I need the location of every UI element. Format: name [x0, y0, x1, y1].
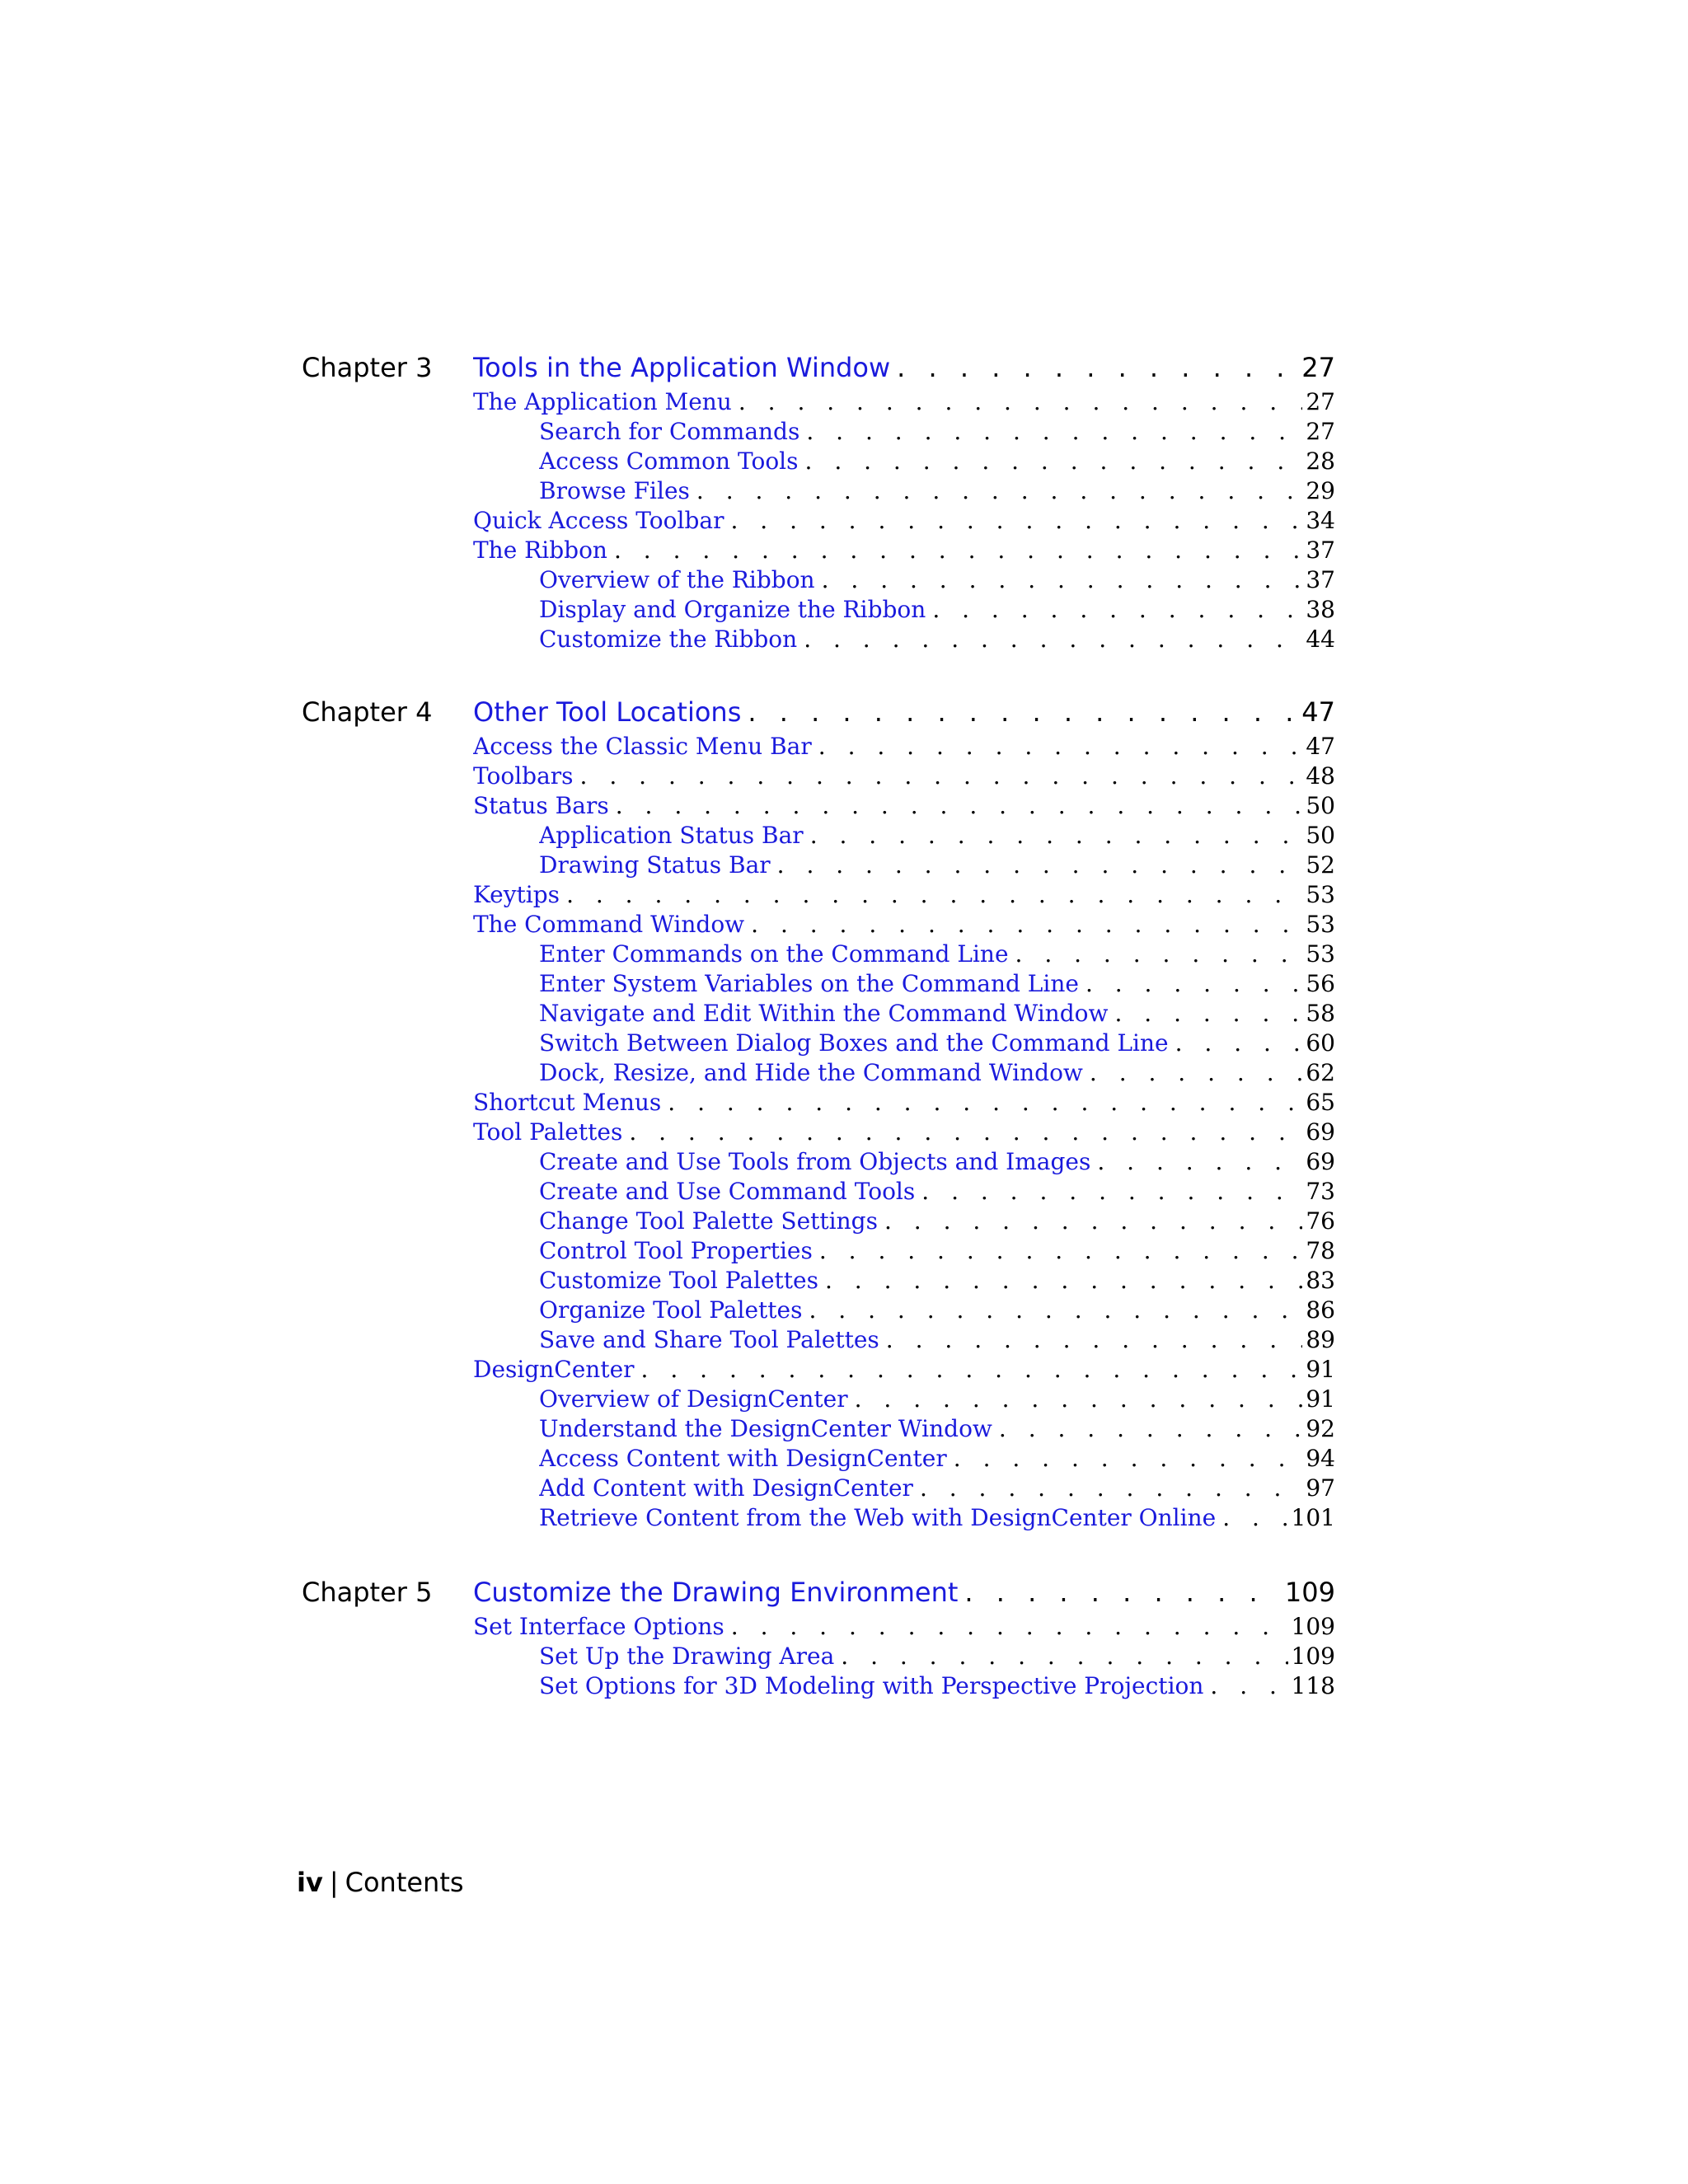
dot-leader — [813, 1236, 1303, 1266]
dot-leader — [661, 1088, 1302, 1118]
entry-page-number: 53 — [1306, 940, 1335, 968]
entry-title: Set Options for 3D Modeling with Perspective Projection — [539, 1672, 1204, 1699]
dot-leader — [744, 910, 1302, 940]
entry-title: Add Content with DesignCenter — [539, 1474, 913, 1502]
entry-title: Keytips — [473, 881, 560, 908]
entry-title: Organize Tool Palettes — [539, 1296, 803, 1324]
chapter-label: Chapter 5 — [302, 1577, 433, 1608]
toc-subsection-link[interactable] — [539, 476, 1335, 506]
entry-page-number: 91 — [1306, 1356, 1335, 1383]
toc-subsection-link[interactable] — [539, 1414, 1335, 1444]
chapter-page-number: 109 — [1284, 1577, 1335, 1608]
dot-leader — [812, 732, 1303, 762]
entry-page-number: 89 — [1306, 1326, 1335, 1353]
chapter-title: Customize the Drawing Environment — [473, 1577, 959, 1608]
toc-section-link[interactable] — [473, 1088, 1335, 1118]
dot-leader — [724, 1612, 1288, 1642]
dot-leader — [771, 851, 1303, 880]
toc-section-link[interactable] — [473, 880, 1335, 910]
dot-leader — [915, 1177, 1302, 1207]
toc-subsection-link[interactable] — [539, 999, 1335, 1029]
entry-title: Create and Use Command Tools — [539, 1178, 916, 1205]
dot-leader — [1079, 969, 1302, 999]
entry-title: The Command Window — [473, 911, 745, 938]
toc-subsection-link[interactable] — [539, 1266, 1335, 1296]
entry-page-number: 47 — [1306, 733, 1335, 760]
chapter-page-number: 47 — [1301, 696, 1335, 728]
entry-page-number: 37 — [1306, 537, 1335, 564]
chapter-heading-link[interactable] — [473, 694, 1335, 730]
chapter-page-number: 27 — [1301, 352, 1335, 383]
page-folio: iv — [297, 1867, 323, 1898]
dot-leader — [815, 565, 1303, 595]
entry-title: Search for Commands — [539, 418, 800, 445]
toc-section-link[interactable] — [473, 762, 1335, 791]
entry-title: Drawing Status Bar — [539, 851, 771, 879]
toc-subsection-link[interactable] — [539, 595, 1335, 625]
entry-title: The Ribbon — [473, 537, 607, 564]
entry-title: Display and Organize the Ribbon — [539, 596, 926, 623]
entry-page-number: 69 — [1306, 1118, 1335, 1146]
entry-page-number: 53 — [1306, 911, 1335, 938]
dot-leader — [1083, 1058, 1302, 1088]
dot-leader — [560, 880, 1302, 910]
entry-page-number: 50 — [1306, 822, 1335, 849]
toc-subsection-link[interactable] — [539, 1207, 1335, 1236]
dot-leader — [1090, 1147, 1302, 1177]
dot-leader — [1216, 1503, 1287, 1533]
entry-title: Set Interface Options — [473, 1613, 724, 1640]
entry-page-number: 50 — [1306, 792, 1335, 819]
toc-subsection-link[interactable] — [539, 447, 1335, 476]
dot-leader — [574, 762, 1303, 791]
toc-section-link[interactable] — [473, 387, 1335, 417]
entry-title: Overview of DesignCenter — [539, 1385, 848, 1413]
dot-leader — [732, 387, 1303, 417]
entry-page-number: 52 — [1306, 851, 1335, 879]
entry-title: Enter System Variables on the Command Line — [539, 970, 1079, 997]
entry-title: Navigate and Edit Within the Command Window — [539, 1000, 1109, 1027]
dot-leader — [890, 349, 1298, 386]
toc-subsection-link[interactable] — [539, 821, 1335, 851]
entry-page-number: 29 — [1306, 477, 1335, 504]
entry-title: Quick Access Toolbar — [473, 507, 724, 534]
entry-page-number: 109 — [1291, 1613, 1335, 1640]
toc-subsection-link[interactable] — [539, 1236, 1335, 1266]
chapter-label: Chapter 4 — [302, 696, 433, 728]
entry-page-number: 97 — [1306, 1474, 1335, 1502]
toc-subsection-link[interactable] — [539, 940, 1335, 969]
dot-leader — [802, 1296, 1302, 1325]
dot-leader — [879, 1325, 1303, 1355]
entry-title: Tool Palettes — [473, 1118, 623, 1146]
entry-page-number: 69 — [1306, 1148, 1335, 1175]
entry-title: Set Up the Drawing Area — [539, 1643, 835, 1670]
entry-page-number: 101 — [1291, 1504, 1335, 1531]
entry-title: Retrieve Content from the Web with DesignCenter Online — [539, 1504, 1217, 1531]
toc-section-link[interactable] — [473, 1355, 1335, 1385]
entry-title: Application Status Bar — [539, 822, 804, 849]
dot-leader — [1169, 1029, 1303, 1058]
dot-leader — [834, 1642, 1287, 1671]
dot-leader — [848, 1385, 1303, 1414]
entry-title: Overview of the Ribbon — [539, 566, 815, 593]
dot-leader — [913, 1474, 1302, 1503]
entry-title: Enter Commands on the Command Line — [539, 940, 1009, 968]
toc-subsection-link[interactable] — [539, 417, 1335, 447]
dot-leader — [926, 595, 1302, 625]
footer-section: Contents — [345, 1867, 464, 1898]
entry-page-number: 27 — [1306, 418, 1335, 445]
toc-subsection-link[interactable] — [539, 565, 1335, 595]
entry-page-number: 118 — [1291, 1672, 1335, 1699]
toc-subsection-link[interactable] — [539, 1029, 1335, 1058]
entry-title: Browse Files — [539, 477, 690, 504]
toc-subsection-link[interactable] — [539, 1147, 1335, 1177]
entry-page-number: 109 — [1291, 1643, 1335, 1670]
dot-leader — [797, 625, 1302, 654]
dot-leader — [958, 1574, 1282, 1610]
entry-title: Control Tool Properties — [539, 1237, 813, 1264]
entry-page-number: 86 — [1306, 1296, 1335, 1324]
entry-page-number: 73 — [1306, 1178, 1335, 1205]
dot-leader — [741, 694, 1298, 730]
dot-leader — [609, 791, 1303, 821]
entry-title: Toolbars — [473, 762, 574, 790]
entry-title: The Application Menu — [473, 388, 732, 415]
entry-page-number: 91 — [1306, 1385, 1335, 1413]
entry-page-number: 28 — [1306, 448, 1335, 475]
entry-page-number: 44 — [1306, 626, 1335, 653]
toc-subsection-link[interactable] — [539, 1444, 1335, 1474]
chapter-heading-link[interactable] — [473, 1574, 1335, 1610]
toc-subsection-link[interactable] — [539, 1325, 1335, 1355]
footer-separator: | — [329, 1867, 339, 1898]
chapter-heading-link[interactable] — [473, 349, 1335, 386]
entry-title: DesignCenter — [473, 1356, 635, 1383]
entry-page-number: 37 — [1306, 566, 1335, 593]
page-footer — [297, 1864, 464, 1900]
toc-subsection-link[interactable] — [539, 1503, 1335, 1533]
entry-title: Customize the Ribbon — [539, 626, 798, 653]
dot-leader — [635, 1355, 1303, 1385]
entry-title: Access Content with DesignCenter — [539, 1445, 947, 1472]
entry-page-number: 58 — [1306, 1000, 1335, 1027]
chapter-title: Other Tool Locations — [473, 696, 742, 728]
entry-page-number: 48 — [1306, 762, 1335, 790]
entry-page-number: 27 — [1306, 388, 1335, 415]
toc-section-link[interactable] — [473, 1612, 1335, 1642]
entry-page-number: 38 — [1306, 596, 1335, 623]
entry-title: Switch Between Dialog Boxes and the Command Line — [539, 1029, 1169, 1057]
entry-page-number: 76 — [1306, 1207, 1335, 1235]
dot-leader — [1203, 1671, 1287, 1701]
dot-leader — [799, 447, 1303, 476]
toc-subsection-link[interactable] — [539, 625, 1335, 654]
chapter-title: Tools in the Application Window — [473, 352, 891, 383]
dot-leader — [1108, 999, 1302, 1029]
toc-subsection-link[interactable] — [539, 851, 1335, 880]
toc-subsection-link[interactable] — [539, 1058, 1335, 1088]
toc-subsection-link[interactable] — [539, 1296, 1335, 1325]
toc-section-link[interactable] — [473, 506, 1335, 536]
toc-subsection-link[interactable] — [539, 969, 1335, 999]
entry-page-number: 34 — [1306, 507, 1335, 534]
toc-subsection-link[interactable] — [539, 1385, 1335, 1414]
entry-page-number: 65 — [1306, 1089, 1335, 1116]
dot-leader — [804, 821, 1303, 851]
entry-page-number: 94 — [1306, 1445, 1335, 1472]
toc-subsection-link[interactable] — [539, 1177, 1335, 1207]
entry-page-number: 92 — [1306, 1415, 1335, 1442]
dot-leader — [878, 1207, 1302, 1236]
entry-title: Create and Use Tools from Objects and Images — [539, 1148, 1091, 1175]
dot-leader — [799, 417, 1302, 447]
entry-page-number: 60 — [1306, 1029, 1335, 1057]
dot-leader — [690, 476, 1302, 506]
entry-page-number: 78 — [1306, 1237, 1335, 1264]
entry-title: Access Common Tools — [539, 448, 799, 475]
toc-section-link[interactable] — [473, 910, 1335, 940]
dot-leader — [992, 1414, 1302, 1444]
entry-page-number: 53 — [1306, 881, 1335, 908]
entry-page-number: 56 — [1306, 970, 1335, 997]
toc-subsection-link[interactable] — [539, 1642, 1335, 1671]
dot-leader — [724, 506, 1302, 536]
toc-subsection-link[interactable] — [539, 1671, 1335, 1701]
entry-title: Shortcut Menus — [473, 1089, 662, 1116]
dot-leader — [622, 1118, 1302, 1147]
entry-title: Dock, Resize, and Hide the Command Window — [539, 1059, 1083, 1086]
entry-title: Customize Tool Palettes — [539, 1267, 818, 1294]
dot-leader — [818, 1266, 1302, 1296]
entry-page-number: 62 — [1306, 1059, 1335, 1086]
entry-page-number: 83 — [1306, 1267, 1335, 1294]
dot-leader — [947, 1444, 1303, 1474]
entry-title: Status Bars — [473, 792, 609, 819]
toc-section-link[interactable] — [473, 732, 1335, 762]
dot-leader — [607, 536, 1302, 565]
toc-section-link[interactable] — [473, 1118, 1335, 1147]
entry-title: Understand the DesignCenter Window — [539, 1415, 992, 1442]
entry-title: Change Tool Palette Settings — [539, 1207, 878, 1235]
dot-leader — [1009, 940, 1303, 969]
toc-section-link[interactable] — [473, 536, 1335, 565]
toc-section-link[interactable] — [473, 791, 1335, 821]
toc-subsection-link[interactable] — [539, 1474, 1335, 1503]
entry-title: Access the Classic Menu Bar — [473, 733, 812, 760]
entry-title: Save and Share Tool Palettes — [539, 1326, 879, 1353]
chapter-label: Chapter 3 — [302, 352, 433, 383]
